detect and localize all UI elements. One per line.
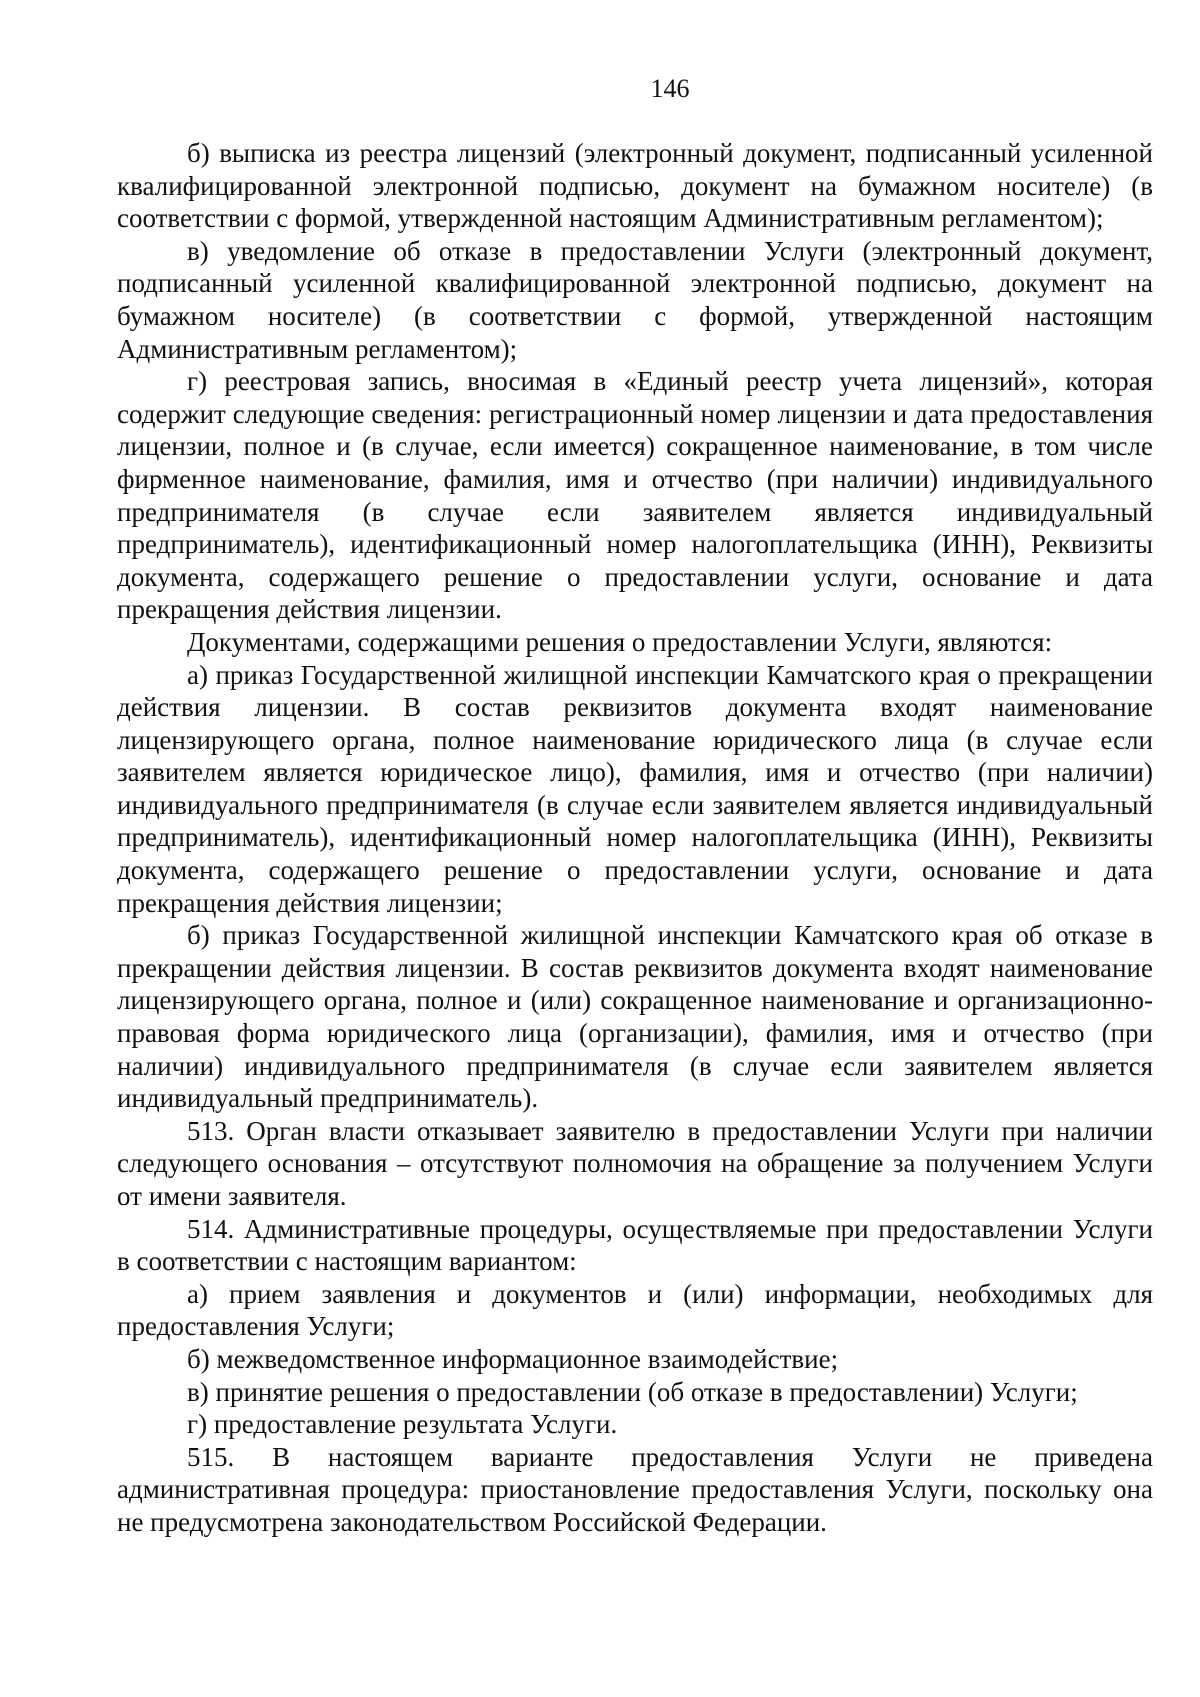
paragraph-registry-entry: г) реестровая запись, вносимая в «Единый реестр учета лицензий», которая содержит следующие сведения: регистрационный номер лицензии и дата предоставления лицензии, полное и (в случае, если имеется) сокращенное наименование, в том числе фирменное наименование, фамилия, имя и отчество (при наличии) индивидуального предпринимателя (в случае если заявителем является индивидуальный предприниматель), идентификационный номер налогоплательщика (ИНН), Реквизиты документа, содержащего решение о предоставлении услуги, основание и дата прекращения действия лицензии.	[117, 366, 1153, 625]
paragraph-order-termination: а) приказ Государственной жилищной инспекции Камчатского края о прекращении действия лицензии. В состав реквизитов документа входят наименование лицензирующего органа, полное наименование юридического лица (в случае если заявителем является юридическое лицо), фамилия, имя и отчество (при наличии) индивидуального предпринимателя (в случае если заявителем является индивидуальный предприниматель), идентификационный номер налогоплательщика (ИНН), Реквизиты документа, содержащего решение о предоставлении услуги, основание и дата прекращения действия лицензии;	[117, 659, 1153, 918]
paragraph-extract-from-license-registry: б) выписка из реестра лицензий (электронный документ, подписанный усиленной квалифицированной электронной подписью, документ на бумажном носителе) (в соответствии с формой, утвержденной настоящим Административным регламентом);	[117, 138, 1153, 234]
document-body	[117, 137, 1153, 1539]
paragraph-procedure-d: г) предоставление результата Услуги.	[187, 1409, 618, 1440]
page-number: 146	[650, 74, 690, 103]
paragraph-clause-513: 513. Орган власти отказывает заявителю в предоставлении Услуги при наличии следующего основания – отсутствуют полномочия на обращение за получением Услуги от имени заявителя.	[117, 1115, 1153, 1211]
paragraph-clause-514: 514. Административные процедуры, осуществляемые при предоставлении Услуги в соответствии с настоящим вариантом:	[117, 1213, 1153, 1277]
paragraph-clause-515: 515. В настоящем варианте предоставления Услуги не приведена административная процедура: приостановление предоставления Услуги, поскольку она не предусмотрена законодательством Российской Федерации.	[117, 1441, 1153, 1537]
paragraph-procedure-b: б) межведомственное информационное взаимодействие;	[187, 1343, 839, 1374]
paragraph-order-refusal: б) приказ Государственной жилищной инспекции Камчатского края об отказе в прекращении действия лицензии. В состав реквизитов документа входят наименование лицензирующего органа, полное и (или) сокращенное наименование и организационно-правовая форма юридического лица (организации), фамилия, имя и отчество (при наличии) индивидуального предпринимателя (в случае если заявителем является индивидуальный предприниматель).	[117, 920, 1153, 1114]
paragraph-procedure-c: в) принятие решения о предоставлении (об отказе в предоставлении) Услуги;	[187, 1376, 1078, 1407]
paragraph-refusal-notice: в) уведомление об отказе в предоставлении Услуги (электронный документ, подписанный усиленной квалифицированной электронной подписью, документ на бумажном носителе) (в соответствии с формой, утвержденной настоящим Административным регламентом);	[117, 235, 1153, 364]
paragraph-procedure-a: а) прием заявления и документов и (или) информации, необходимых для предоставления Услуги;	[117, 1278, 1153, 1342]
paragraph-decision-documents-intro: Документами, содержащими решения о предоставлении Услуги, являются:	[187, 626, 1053, 657]
